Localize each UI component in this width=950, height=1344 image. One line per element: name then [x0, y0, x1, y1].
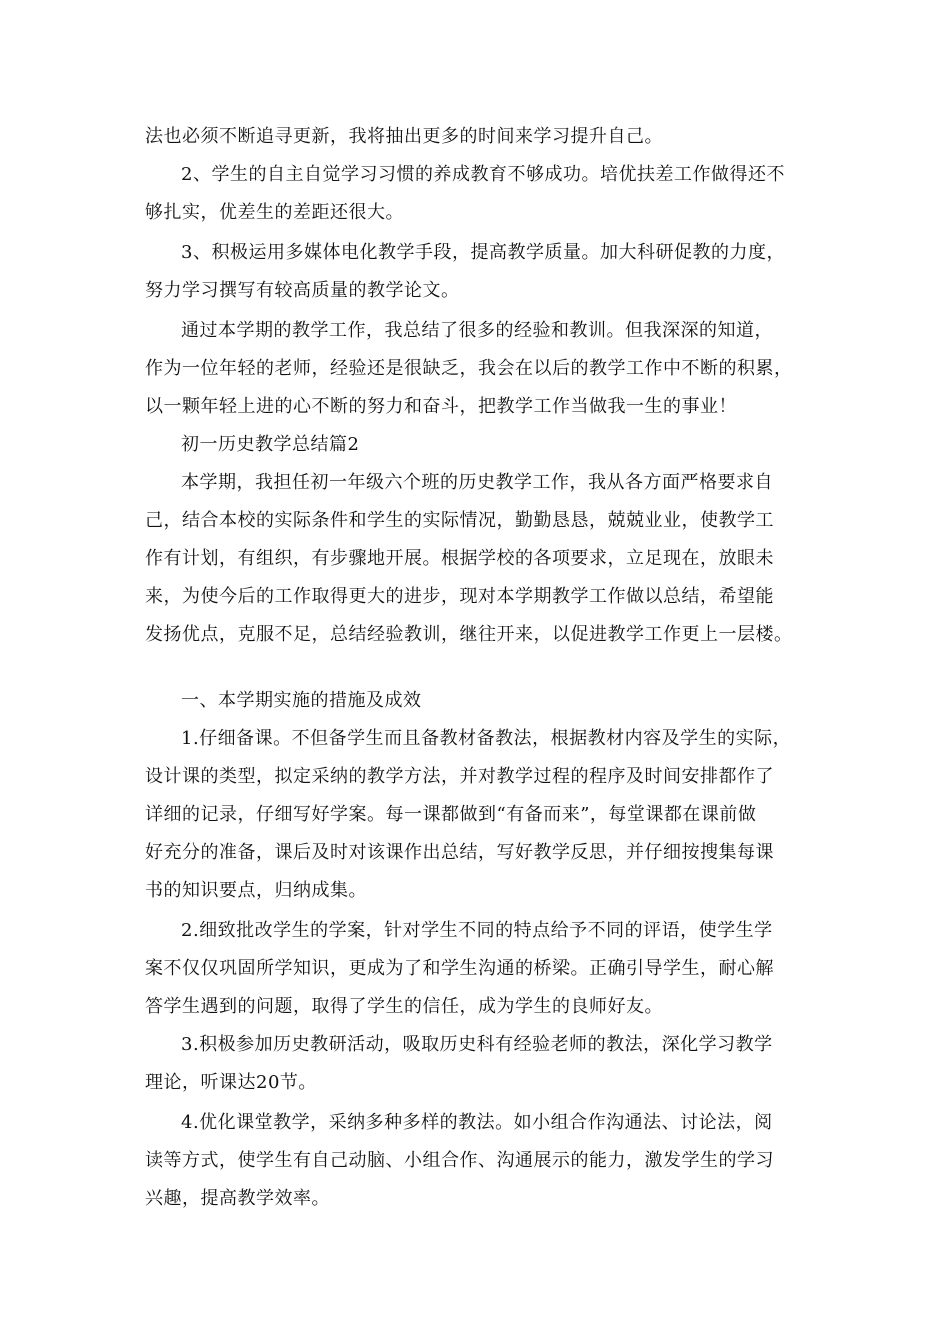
text-line: 案不仅仅巩固所学知识，更成为了和学生沟通的桥梁。正确引导学生，耐心解	[145, 958, 774, 979]
text-line: 1.仔细备课。不但备学生而且备教材备教法，根据教材内容及学生的实际，	[181, 728, 792, 749]
text-line: 书的知识要点，归纳成集。	[145, 880, 367, 901]
text-line: 努力学习撰写有较高质量的教学论文。	[145, 280, 460, 301]
text-line: 够扎实，优差生的差距还很大。	[145, 202, 404, 223]
text-line: 3.积极参加历史教研活动，吸取历史科有经验老师的教法，深化学习教学	[181, 1034, 773, 1055]
text-line: 好充分的准备，课后及时对该课作出总结，写好教学反思，并仔细按搜集每课	[145, 842, 774, 863]
text-line: 读等方式，使学生有自己动脑、小组合作、沟通展示的能力，激发学生的学习	[145, 1150, 774, 1171]
text-line: 兴趣，提高教学效率。	[145, 1188, 330, 1209]
text-line: 通过本学期的教学工作，我总结了很多的经验和教训。但我深深的知道，	[181, 320, 773, 341]
text-line: 本学期，我担任初一年级六个班的历史教学工作，我从各方面严格要求自	[181, 472, 773, 493]
text-line: 作为一位年轻的老师，经验还是很缺乏，我会在以后的教学工作中不断的积累，	[145, 358, 793, 379]
text-line: 己，结合本校的实际条件和学生的实际情况，勤勤恳恳，兢兢业业，使教学工	[145, 510, 774, 531]
text-line: 法也必须不断追寻更新，我将抽出更多的时间来学习提升自己。	[145, 126, 663, 147]
text-line: 3、积极运用多媒体电化教学手段，提高教学质量。加大科研促教的力度，	[181, 242, 785, 263]
text-line: 答学生遇到的问题，取得了学生的信任，成为学生的良师好友。	[145, 996, 663, 1017]
text-line: 发扬优点，克服不足，总结经验教训，继往开来，以促进教学工作更上一层楼。	[145, 624, 793, 645]
text-line: 作有计划，有组织，有步骤地开展。根据学校的各项要求，立足现在，放眼未	[145, 548, 774, 569]
text-line: 详细的记录，仔细写好学案。每一课都做到“有备而来”，每堂课都在课前做	[145, 804, 757, 825]
section-title: 初一历史教学总结篇2	[181, 434, 360, 455]
text-line: 以一颗年轻上进的心不断的努力和奋斗，把教学工作当做我一生的事业！	[145, 396, 737, 417]
text-line: 2、学生的自主自觉学习习惯的养成教育不够成功。培优扶差工作做得还不	[181, 164, 785, 185]
text-line: 2.细致批改学生的学案，针对学生不同的特点给予不同的评语，使学生学	[181, 920, 773, 941]
text-line: 4.优化课堂教学，采纳多种多样的教法。如小组合作沟通法、讨论法，阅	[181, 1112, 773, 1133]
section-heading: 一、本学期实施的措施及成效	[181, 690, 422, 711]
text-line: 来，为使今后的工作取得更大的进步，现对本学期教学工作做以总结，希望能	[145, 586, 774, 607]
text-line: 理论，听课达20节。	[145, 1072, 317, 1093]
text-line: 设计课的类型，拟定采纳的教学方法，并对教学过程的程序及时间安排都作了	[145, 766, 774, 787]
